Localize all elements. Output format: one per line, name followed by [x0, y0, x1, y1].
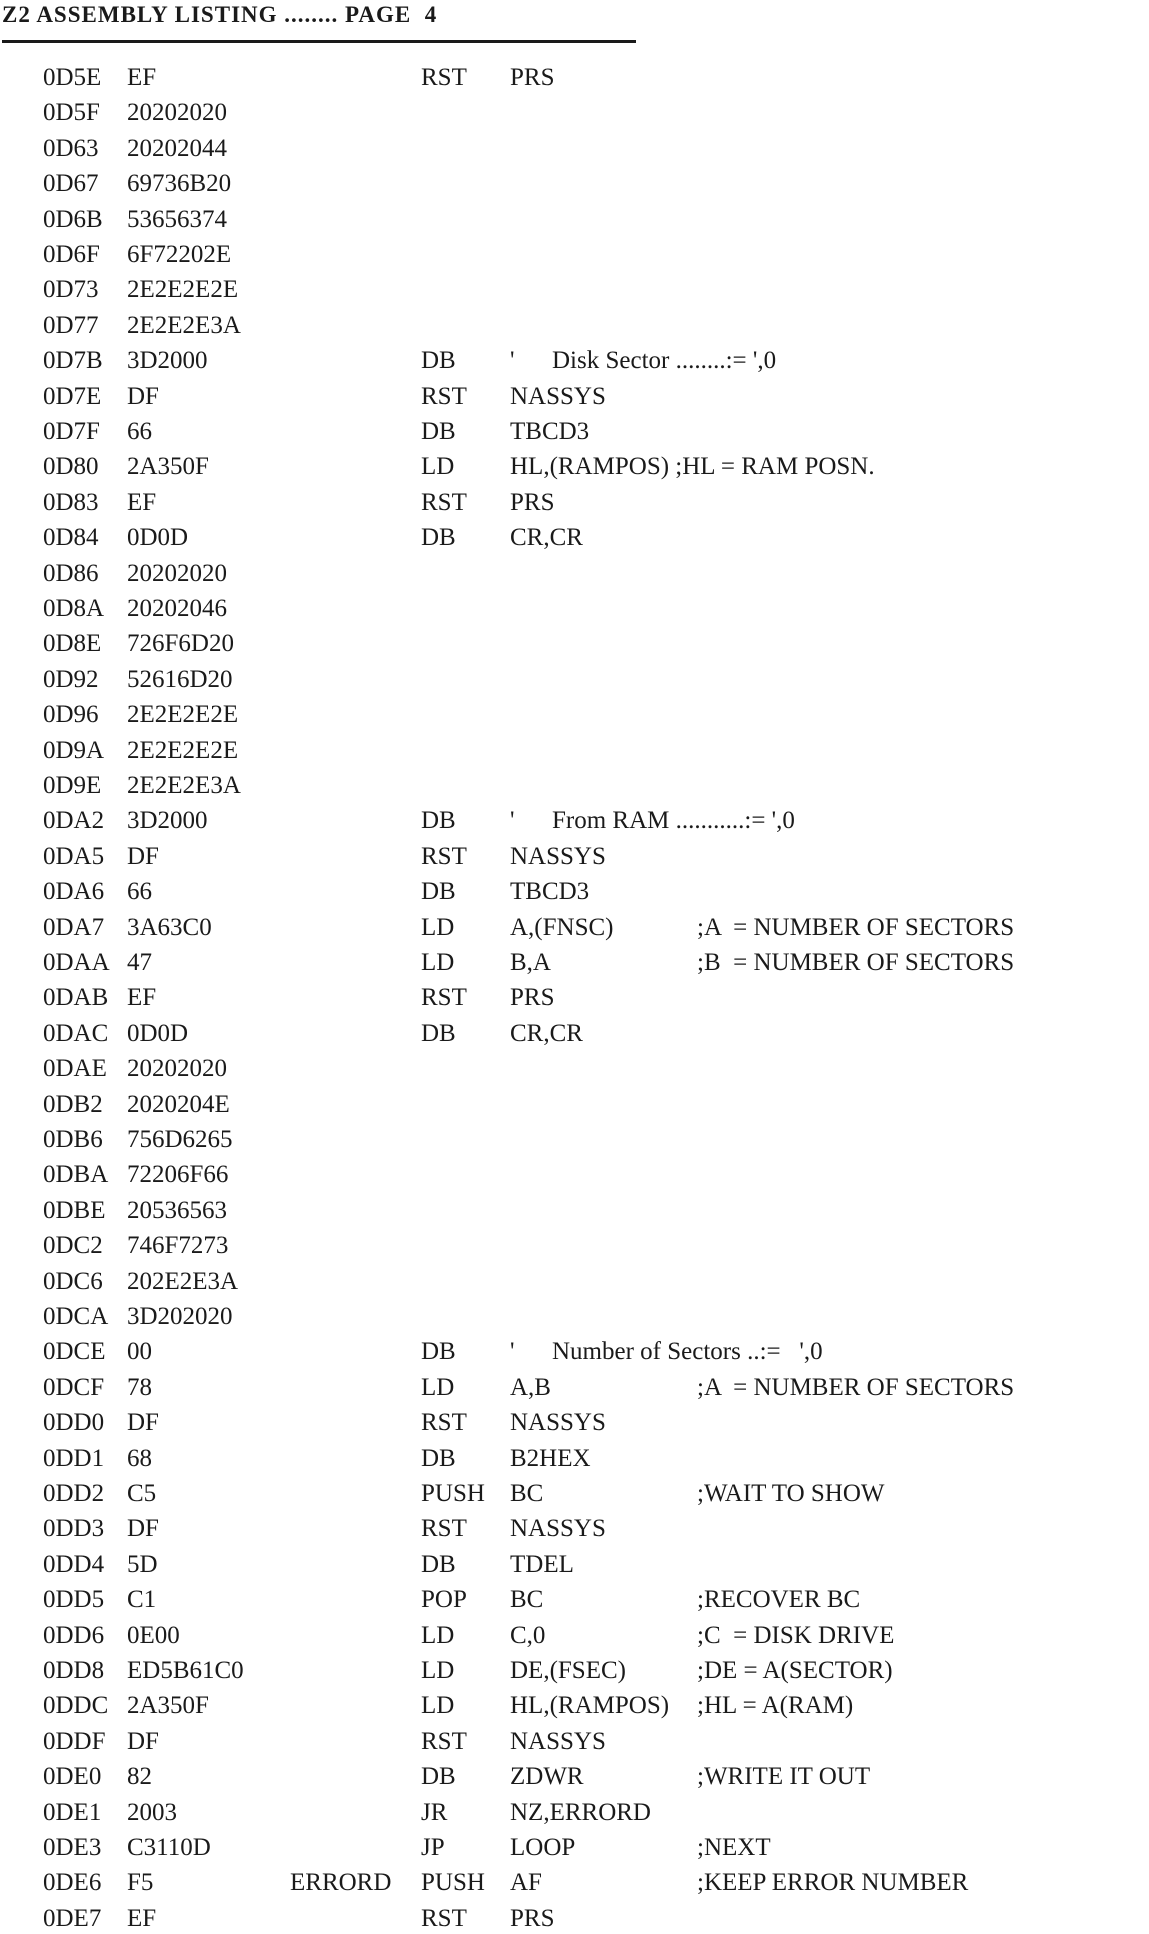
line-code: 3D2000 — [127, 807, 208, 835]
line-code: 78 — [127, 1373, 152, 1401]
line-op: DB — [421, 1338, 456, 1366]
line-addr: 0DDF — [43, 1727, 106, 1755]
line-code: F5 — [127, 1869, 154, 1897]
line-addr: 0D73 — [43, 276, 99, 304]
line-arg: NZ,ERRORD — [510, 1798, 651, 1826]
line-addr: 0DAA — [43, 949, 110, 976]
line-addr: 0DB2 — [43, 1090, 103, 1118]
line-arg: PRS — [510, 1904, 555, 1932]
line-arg: DE,(FSEC) — [510, 1657, 626, 1684]
line-code: 72206F66 — [127, 1161, 229, 1189]
line-comment: ;NEXT — [697, 1834, 771, 1861]
line-arg: TBCD3 — [510, 878, 590, 906]
line-addr: 0D67 — [43, 170, 99, 198]
line-op: RST — [421, 1515, 467, 1543]
line-code: 5D — [127, 1550, 158, 1578]
line-op: RST — [421, 842, 467, 870]
line-op: DB — [421, 1019, 456, 1047]
line-comment: ;HL = A(RAM) — [697, 1692, 854, 1720]
line-op: JR — [421, 1798, 448, 1826]
line-op: DB — [421, 418, 456, 445]
line-comment: ;DE = A(SECTOR) — [697, 1657, 893, 1684]
line-code: 756D6265 — [127, 1126, 233, 1153]
line-code: 00 — [127, 1338, 152, 1366]
line-addr: 0DE3 — [43, 1834, 102, 1861]
line-arg: BC — [510, 1586, 544, 1614]
line-code: DF — [127, 842, 159, 870]
line-comment: ;WRITE IT OUT — [697, 1763, 871, 1791]
line-arg: PRS — [510, 984, 555, 1012]
line-code: 0D0D — [127, 524, 189, 552]
line-arg: C,0 — [510, 1621, 546, 1649]
line-code: 20202044 — [127, 134, 227, 162]
line-arg: A,B — [510, 1373, 551, 1401]
line-comment: ;WAIT TO SHOW — [697, 1480, 885, 1507]
line-op: JP — [421, 1834, 445, 1861]
line-addr: 0D77 — [43, 311, 99, 339]
line-addr: 0D7F — [43, 418, 100, 445]
line-addr: 0DBE — [43, 1196, 106, 1224]
line-arg: NASSYS — [510, 1515, 606, 1543]
line-op: RST — [421, 382, 467, 410]
line-op: DB — [421, 1444, 456, 1472]
line-addr: 0D84 — [43, 524, 99, 552]
line-addr: 0DA2 — [43, 807, 105, 835]
line-arg: ' Disk Sector ........:= ',0 — [510, 347, 777, 375]
line-op: DB — [421, 807, 456, 835]
line-code: C3110D — [127, 1834, 211, 1861]
line-arg: TDEL — [510, 1550, 574, 1578]
line-addr: 0DCA — [43, 1303, 109, 1330]
line-label: ERRORD — [290, 1869, 392, 1897]
line-code: 20536563 — [127, 1196, 227, 1224]
line-arg: NASSYS — [510, 1727, 606, 1755]
line-addr: 0DE0 — [43, 1763, 102, 1791]
line-addr: 0DC2 — [43, 1232, 103, 1260]
line-code: 2E2E2E2E — [127, 736, 239, 764]
line-addr: 0D5F — [43, 99, 100, 127]
line-op: DB — [421, 1550, 456, 1578]
line-addr: 0DAC — [43, 1019, 109, 1047]
line-op: DB — [421, 1763, 456, 1791]
line-op: RST — [421, 1727, 467, 1755]
line-addr: 0DA6 — [43, 878, 105, 906]
line-op: LD — [421, 1621, 455, 1649]
line-comment: ;B = NUMBER OF SECTORS — [697, 949, 1015, 976]
line-code: 20202020 — [127, 99, 227, 127]
line-code: 202E2E3A — [127, 1267, 239, 1295]
line-code: ED5B61C0 — [127, 1657, 244, 1684]
line-addr: 0DA5 — [43, 842, 105, 870]
line-code: 2E2E2E3A — [127, 311, 241, 339]
line-op: DB — [421, 347, 456, 375]
line-code: 47 — [127, 949, 152, 976]
line-addr: 0DD4 — [43, 1550, 105, 1578]
line-addr: 0D63 — [43, 134, 99, 162]
line-addr: 0D83 — [43, 488, 99, 516]
line-arg: NASSYS — [510, 382, 606, 410]
line-addr: 0D6F — [43, 241, 100, 268]
line-addr: 0DD6 — [43, 1621, 105, 1649]
line-code: 69736B20 — [127, 170, 232, 198]
line-op: RST — [421, 984, 467, 1012]
line-addr: 0DB6 — [43, 1126, 103, 1153]
line-code: EF — [127, 1904, 157, 1932]
line-addr: 0DAB — [43, 984, 109, 1012]
line-addr: 0D5E — [43, 64, 102, 91]
line-arg: LOOP — [510, 1834, 576, 1861]
line-addr: 0D7E — [43, 382, 102, 410]
line-code: DF — [127, 1409, 159, 1437]
line-arg: ' Number of Sectors ..:= ',0 — [510, 1338, 823, 1366]
line-code: 53656374 — [127, 205, 227, 233]
line-arg: CR,CR — [510, 524, 583, 552]
line-addr: 0DBA — [43, 1161, 109, 1189]
line-addr: 0D9E — [43, 772, 102, 799]
line-arg: ZDWR — [510, 1763, 584, 1791]
line-addr: 0DD5 — [43, 1586, 105, 1614]
line-code: 20202020 — [127, 559, 227, 587]
line-addr: 0DD1 — [43, 1444, 105, 1472]
line-code: 2E2E2E2E — [127, 276, 239, 304]
line-code: EF — [127, 984, 157, 1012]
line-comment: ;A = NUMBER OF SECTORS — [697, 913, 1015, 941]
line-addr: 0D8A — [43, 595, 105, 622]
line-code: 2003 — [127, 1798, 177, 1826]
line-addr: 0DCF — [43, 1373, 105, 1401]
line-arg: TBCD3 — [510, 418, 590, 445]
line-addr: 0DD2 — [43, 1480, 105, 1507]
line-comment: ;RECOVER BC — [697, 1586, 861, 1614]
line-code: 6F72202E — [127, 241, 232, 268]
line-code: 82 — [127, 1763, 152, 1791]
line-code: 20202020 — [127, 1055, 227, 1083]
line-addr: 0D6B — [43, 205, 103, 233]
line-addr: 0DCE — [43, 1338, 106, 1366]
line-arg: NASSYS — [510, 842, 606, 870]
line-addr: 0DDC — [43, 1692, 109, 1720]
line-code: 66 — [127, 418, 152, 445]
line-code: C1 — [127, 1586, 157, 1614]
line-code: 0E00 — [127, 1621, 180, 1649]
line-arg: NASSYS — [510, 1409, 606, 1437]
line-arg: HL,(RAMPOS) — [510, 1692, 670, 1720]
line-op: LD — [421, 453, 455, 481]
line-arg: ' From RAM ...........:= ',0 — [510, 807, 795, 835]
line-code: 68 — [127, 1444, 152, 1472]
line-code: DF — [127, 1727, 159, 1755]
line-addr: 0D80 — [43, 453, 99, 481]
line-comment: ;C = DISK DRIVE — [697, 1621, 895, 1649]
line-addr: 0DD0 — [43, 1409, 105, 1437]
line-arg: A,(FNSC) — [510, 913, 614, 941]
line-op: DB — [421, 878, 456, 906]
line-addr: 0DE1 — [43, 1798, 102, 1826]
line-code: EF — [127, 488, 157, 516]
line-code: DF — [127, 1515, 159, 1543]
line-op: PUSH — [421, 1480, 485, 1507]
line-arg: AF — [510, 1869, 542, 1897]
line-addr: 0DE7 — [43, 1904, 102, 1932]
line-code: 20202046 — [127, 595, 227, 622]
line-arg: CR,CR — [510, 1019, 583, 1047]
line-op: LD — [421, 1657, 455, 1684]
line-code: 66 — [127, 878, 152, 906]
line-arg: B2HEX — [510, 1444, 591, 1472]
line-addr: 0D96 — [43, 701, 99, 729]
line-code: 3D2000 — [127, 347, 208, 375]
line-op: LD — [421, 1373, 455, 1401]
line-addr: 0DD8 — [43, 1657, 105, 1684]
line-code: EF — [127, 64, 157, 91]
line-code: 746F7273 — [127, 1232, 229, 1260]
line-code: 3A63C0 — [127, 913, 212, 941]
line-addr: 0DA7 — [43, 913, 105, 941]
line-addr: 0DC6 — [43, 1267, 103, 1295]
line-addr: 0DD3 — [43, 1515, 105, 1543]
page-header: Z2 ASSEMBLY LISTING ........ PAGE 4 — [2, 2, 438, 27]
line-op: DB — [421, 524, 456, 552]
line-code: C5 — [127, 1480, 157, 1507]
line-arg: B,A — [510, 949, 551, 976]
line-code: DF — [127, 382, 159, 410]
line-code: 2020204E — [127, 1090, 230, 1118]
line-addr: 0DE6 — [43, 1869, 102, 1897]
line-addr: 0D7B — [43, 347, 103, 375]
line-code: 0D0D — [127, 1019, 189, 1047]
line-code: 3D202020 — [127, 1303, 233, 1330]
line-code: 2A350F — [127, 453, 209, 481]
line-code: 52616D20 — [127, 665, 233, 693]
line-addr: 0D9A — [43, 736, 105, 764]
line-arg: PRS — [510, 64, 555, 91]
line-code: 2A350F — [127, 1692, 209, 1720]
line-code: 726F6D20 — [127, 630, 234, 658]
line-arg: HL,(RAMPOS) ;HL = RAM POSN. — [510, 453, 875, 481]
line-op: LD — [421, 949, 455, 976]
line-op: RST — [421, 488, 467, 516]
line-op: PUSH — [421, 1869, 485, 1897]
line-op: POP — [421, 1586, 467, 1614]
line-op: LD — [421, 1692, 455, 1720]
line-addr: 0D86 — [43, 559, 99, 587]
line-addr: 0D92 — [43, 665, 99, 693]
line-op: RST — [421, 64, 467, 91]
line-addr: 0D8E — [43, 630, 102, 658]
line-comment: ;A = NUMBER OF SECTORS — [697, 1373, 1015, 1401]
line-addr: 0DAE — [43, 1055, 107, 1083]
line-op: LD — [421, 913, 455, 941]
line-op: RST — [421, 1409, 467, 1437]
line-op: RST — [421, 1904, 467, 1932]
line-arg: PRS — [510, 488, 555, 516]
line-code: 2E2E2E2E — [127, 701, 239, 729]
line-arg: BC — [510, 1480, 544, 1507]
line-code: 2E2E2E3A — [127, 772, 241, 799]
line-comment: ;KEEP ERROR NUMBER — [697, 1869, 969, 1897]
